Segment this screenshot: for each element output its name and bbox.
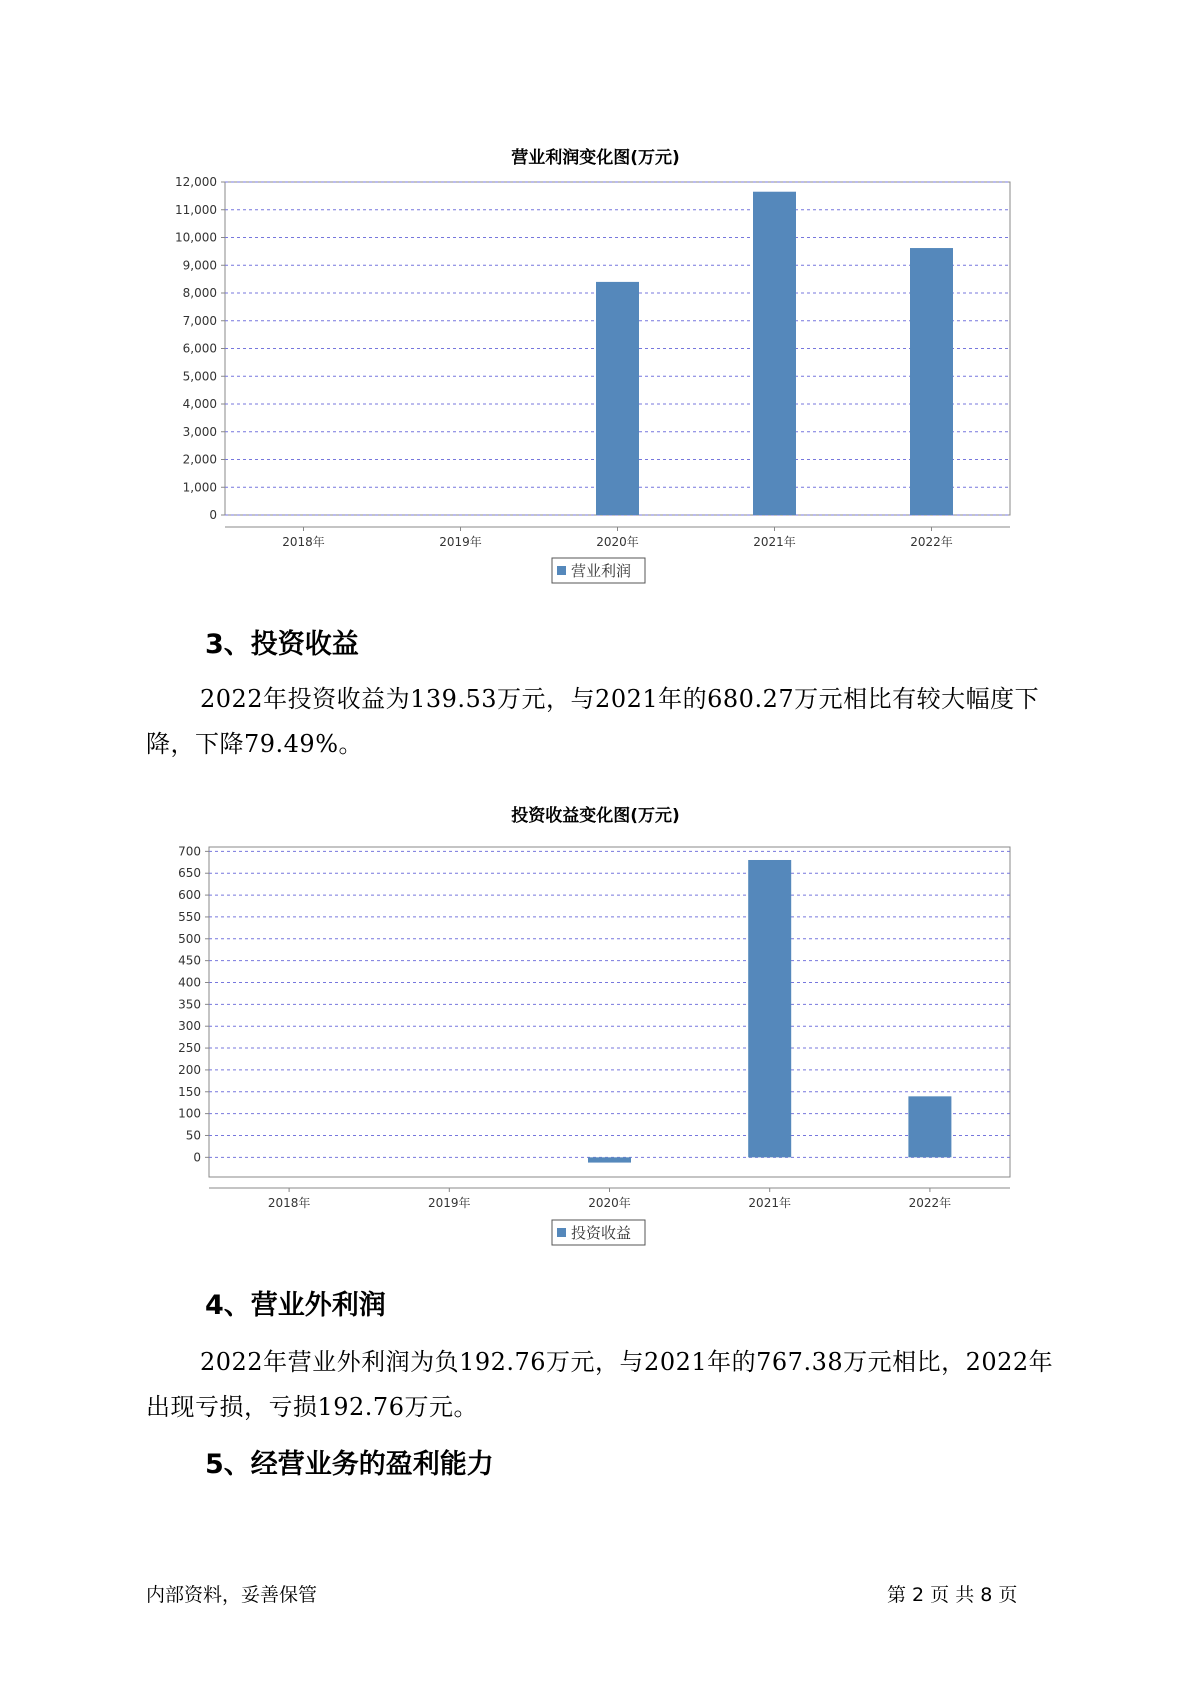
y-tick-label: 550: [178, 909, 201, 924]
y-tick-label: 0: [209, 508, 217, 522]
y-tick-label: 7,000: [182, 313, 217, 328]
y-tick-label: 250: [178, 1041, 201, 1056]
x-tick-label: 2018年: [282, 535, 325, 549]
x-tick-label: 2021年: [753, 535, 796, 549]
y-tick-label: 8,000: [182, 286, 217, 300]
x-tick-label: 2022年: [910, 535, 953, 549]
y-tick-label: 6,000: [182, 341, 217, 356]
y-tick-label: 150: [178, 1084, 201, 1099]
y-tick-label: 350: [178, 997, 201, 1012]
legend-label: 营业利润: [571, 562, 632, 580]
footer-page-number: 第 2 页 共 8 页: [887, 1584, 1018, 1606]
y-tick-label: 0: [193, 1150, 201, 1165]
y-tick-label: 5,000: [182, 369, 217, 384]
section-heading-non-operating: 4、营业外利润: [205, 1290, 386, 1321]
y-tick-label: 450: [178, 953, 201, 968]
y-tick-label: 1,000: [182, 480, 217, 495]
section-heading-profitability: 5、经营业务的盈利能力: [205, 1449, 494, 1480]
y-tick-label: 600: [178, 888, 201, 903]
chart-title-investment-income: 投资收益变化图(万元): [511, 806, 680, 826]
plot-area: [209, 847, 1010, 1177]
bar-2020年: [588, 1157, 631, 1162]
y-tick-label: 500: [178, 931, 201, 946]
y-tick-label: 11,000: [175, 202, 217, 217]
footer-confidential-note: 内部资料，妥善保管: [146, 1584, 318, 1606]
y-tick-label: 9,000: [182, 258, 217, 273]
bar-2022年: [908, 1096, 951, 1157]
y-tick-label: 10,000: [175, 230, 217, 245]
y-tick-label: 100: [178, 1106, 201, 1121]
x-tick-label: 2020年: [588, 1196, 631, 1210]
section-heading-investment: 3、投资收益: [205, 629, 359, 660]
y-tick-label: 4,000: [182, 397, 217, 411]
x-tick-label: 2020年: [596, 535, 639, 549]
x-tick-label: 2019年: [428, 1196, 471, 1210]
non-operating-paragraph: 2022年营业外利润为负192.76万元，与2021年的767.38万元相比，2022年出现亏损，亏损192.76万元。: [146, 1348, 1054, 1421]
legend-swatch: [557, 1228, 566, 1237]
legend-label: 投资收益: [571, 1224, 632, 1242]
x-tick-label: 2021年: [748, 1196, 791, 1210]
chart-title-operating-profit: 营业利润变化图(万元): [511, 148, 680, 168]
y-tick-label: 12,000: [175, 175, 217, 189]
y-tick-label: 2,000: [182, 452, 217, 467]
bar-2021年: [748, 860, 791, 1157]
x-tick-label: 2022年: [908, 1196, 952, 1210]
y-tick-label: 300: [178, 1019, 201, 1034]
y-tick-label: 50: [185, 1128, 201, 1143]
y-tick-label: 200: [178, 1062, 201, 1077]
x-tick-label: 2018年: [267, 1196, 311, 1210]
y-tick-label: 3,000: [182, 424, 217, 439]
y-tick-label: 400: [178, 975, 201, 990]
y-tick-label: 650: [178, 866, 201, 881]
y-tick-label: 700: [178, 844, 201, 859]
investment-paragraph: 2022年投资收益为139.53万元，与2021年的680.27万元相比有较大幅度下降，下降79.49%。: [146, 685, 1040, 758]
x-tick-label: 2019年: [439, 535, 482, 549]
